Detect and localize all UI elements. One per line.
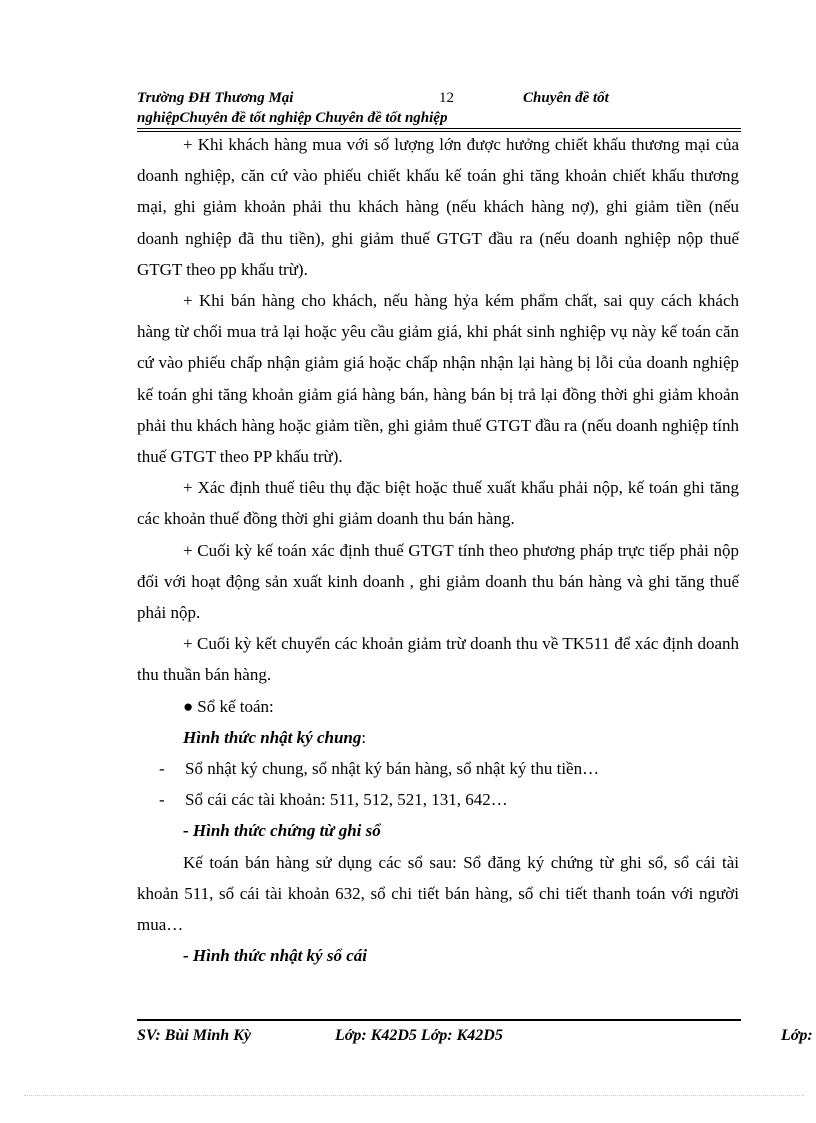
paragraph: + Khi bán hàng cho khách, nếu hàng hỷa kém phẩm chất, sai quy cách khách hàng từ chối mua trả lại hoặc yêu cầu giảm giá, khi phát sinh nghiệp vụ này kế toán căn cứ vào phiếu chấp nhận giảm giá hoặc chấp nhận nhận lại hàng bị lỗi của doanh nghiệp kế toán ghi tăng khoản giảm giá hàng bán, hàng bán bị trả lại đồng thời ghi giảm khoản phải thu khách hàng hoặc giảm tiền, ghi giảm thuế GTGT đầu ra (nếu doanh nghiệp tính thuế GTGT theo PP khấu trừ). — [137, 291, 739, 467]
page-header — [137, 88, 741, 108]
header-topic: Chuyên đề tốt — [523, 90, 609, 106]
paragraph: Kế toán bán hàng sử dụng các sổ sau: Sổ đăng ký chứng từ ghi sổ, sổ cái tài khoản 511, sổ cái tài khoản 632, sổ chi tiết bán hàng, sổ chi tiết thanh toán với người mua… — [137, 852, 739, 935]
bullet-item — [137, 691, 739, 722]
list-item-text: Sổ nhật ký chung, sổ nhật ký bán hàng, sổ nhật ký thu tiền… — [185, 759, 600, 779]
dash-marker: - — [159, 790, 165, 810]
section-heading: - Hình thức chứng từ ghi sổ — [183, 821, 381, 841]
header-school: Trường ĐH Thương Mại — [137, 90, 294, 106]
document-body — [137, 129, 739, 971]
footer-class: Lớp: K42D5 Lớp: K42D5 — [335, 1027, 503, 1044]
paragraph: + Cuối kỳ kế toán xác định thuế GTGT tính theo phương pháp trực tiếp phải nộp đối với hoạt động sản xuất kinh doanh , ghi giảm doanh thu bán hàng và ghi tăng thuế phải nộp. — [137, 540, 739, 623]
bullet-icon: ● — [183, 696, 194, 716]
header-line-2: nghiệpChuyên đề tốt nghiệp Chuyên đề tốt nghiệp — [137, 110, 448, 126]
list-item — [137, 753, 739, 784]
page-number: 12 — [439, 90, 454, 106]
list-item — [137, 784, 739, 815]
dash-marker: - — [159, 759, 165, 779]
paragraph: + Khi khách hàng mua với số lượng lớn được hưởng chiết khấu thương mại của doanh nghiệp, căn cứ vào phiếu chiết khấu kế toán ghi tăng khoản chiết khấu thương mại, ghi giảm khoản phải thu khách hàng (nếu khách hàng nợ), ghi giảm tiền (nếu doanh nghiệp đã thu tiền), ghi giảm thuế GTGT đầu ra (nếu doanh nghiệp nộp thuế GTGT theo pp khấu trừ). — [137, 135, 739, 279]
footer-class-cut: Lớp: — [781, 1027, 813, 1044]
list-item-text: Sổ cái các tài khoản: 511, 512, 521, 131, 642… — [185, 790, 508, 810]
section-heading — [137, 722, 739, 753]
footer-student: SV: Bùi Minh Kỳ — [137, 1027, 251, 1044]
footer-rule — [137, 1019, 741, 1021]
section-heading-text: Hình thức nhật ký chung — [183, 727, 362, 747]
page-footer — [137, 1025, 816, 1047]
paragraph: + Xác định thuế tiêu thụ đặc biệt hoặc thuế xuất khẩu phải nộp, kế toán ghi tăng các khoản thuế đồng thời ghi giảm doanh thu bán hàng. — [137, 478, 739, 529]
section-heading: - Hình thức nhật ký sổ cái — [183, 946, 367, 966]
page-separator — [24, 1095, 804, 1096]
heading-colon: : — [361, 727, 367, 747]
bullet-text: Sổ kế toán: — [197, 696, 274, 716]
paragraph: + Cuối kỳ kết chuyển các khoản giảm trừ doanh thu về TK511 để xác định doanh thu thuần bán hàng. — [137, 634, 739, 685]
